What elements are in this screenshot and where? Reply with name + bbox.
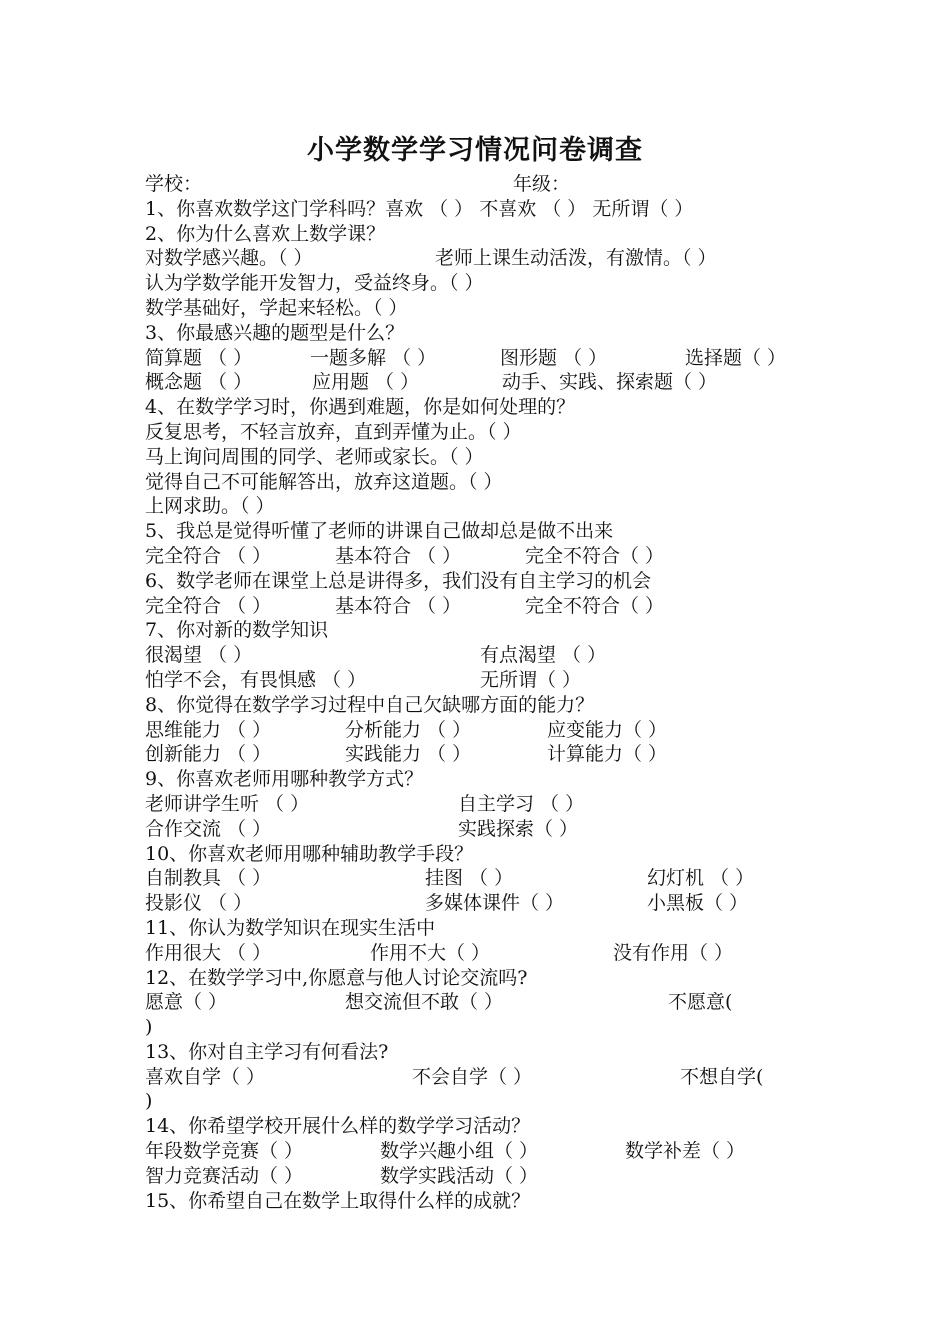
option-item[interactable]: 不愿意( (668, 991, 733, 1014)
answer-row (145, 246, 810, 271)
question-3: 3、你最感兴趣的题型是什么？ (145, 321, 405, 344)
question-15: 15、你希望自己在数学上取得什么样的成就？ (145, 1189, 531, 1212)
option-item[interactable]: 有点渴望 （ ） (480, 644, 607, 667)
option-item[interactable]: 实践探索（ ） (458, 817, 579, 840)
option-item[interactable]: 智力竞赛活动（ ） (145, 1164, 304, 1187)
option-item-continued: ) (145, 1016, 153, 1039)
option-item[interactable]: 创新能力 （ ） (145, 743, 272, 766)
answer-row (145, 817, 810, 842)
option-item[interactable]: 怕学不会，有畏惧感 （ ） (145, 668, 367, 691)
question-10: 10、你喜欢老师用哪种辅助教学手段？ (145, 842, 474, 865)
option-item[interactable]: 自主学习 （ ） (458, 792, 585, 815)
answer-row (145, 1139, 810, 1164)
option-item[interactable]: 一题多解 （ ） (310, 346, 437, 369)
option-item[interactable]: 年段数学竞赛（ ） (145, 1140, 304, 1163)
header-row (145, 172, 810, 197)
option-item[interactable]: 数学补差（ ） (625, 1140, 746, 1163)
option-item[interactable]: 老师上课生动活泼，有激情。（ ） (435, 247, 717, 270)
option-item[interactable]: 完全不符合（ ） (525, 544, 665, 567)
option-item[interactable]: 简算题 （ ） (145, 346, 253, 369)
answer-row (145, 470, 810, 495)
page-title: 小学数学学习情况问卷调查 (307, 135, 643, 166)
question-8: 8、你觉得在数学学习过程中自己欠缺哪方面的能力？ (145, 693, 595, 716)
answer-row (145, 370, 810, 395)
option-item[interactable]: 觉得自己不可能解答出，放弃这道题。（ ） (145, 470, 503, 493)
option-item[interactable]: 合作交流 （ ） (145, 817, 272, 840)
answer-row (145, 594, 810, 619)
question-4: 4、在数学学习时，你遇到难题，你是如何处理的？ (145, 396, 576, 419)
answer-row (145, 494, 810, 519)
option-item[interactable]: 小黑板（ ） (647, 892, 749, 915)
answer-row (145, 346, 810, 371)
answer-row (145, 1164, 810, 1189)
option-item[interactable]: 动手、实践、探索题（ ） (502, 371, 718, 394)
question-1: 1、你喜欢数学这门学科吗？喜欢 （ ） 不喜欢 （ ） 无所谓（ ） (145, 197, 694, 220)
option-item[interactable]: 想交流但不敢（ ） (345, 991, 504, 1014)
option-item[interactable]: 完全符合 （ ） (145, 594, 272, 617)
option-item[interactable]: 不想自学( (680, 1065, 764, 1088)
option-item[interactable]: 认为学数学能开发智力，受益终身。（ ） (145, 272, 484, 295)
option-item[interactable]: 无所谓（ ） (480, 668, 582, 691)
option-item[interactable]: 完全符合 （ ） (145, 544, 272, 567)
option-item[interactable]: 应变能力（ ） (547, 718, 668, 741)
option-item[interactable]: 上网求助。（ ） (145, 495, 275, 518)
question-5: 5、我总是觉得听懂了老师的讲课自己做却总是做不出来 (145, 520, 614, 543)
question-13: 13、你对自主学习有何看法? (145, 1040, 389, 1063)
answer-row (145, 866, 810, 891)
option-item[interactable]: 作用很大 （ ） (145, 941, 272, 964)
answer-row (145, 941, 810, 966)
question-7: 7、你对新的数学知识 (145, 619, 329, 642)
answer-row (145, 792, 810, 817)
option-item[interactable]: 没有作用（ ） (613, 941, 734, 964)
option-item[interactable]: 概念题 （ ） (145, 371, 253, 394)
answer-row (145, 544, 810, 569)
answer-row (145, 643, 810, 668)
option-item[interactable]: 幻灯机 （ ） (647, 867, 755, 890)
answer-row (145, 891, 810, 916)
questionnaire-body (145, 172, 810, 1213)
question-2: 2、你为什么喜欢上数学课？ (145, 222, 386, 245)
option-item[interactable]: 投影仪 （ ） (145, 892, 253, 915)
option-item[interactable]: 分析能力 （ ） (345, 718, 472, 741)
option-item[interactable]: 不会自学（ ） (412, 1065, 533, 1088)
option-item[interactable]: 反复思考，不轻言放弃，直到弄懂为止。（ ） (145, 420, 522, 443)
option-item[interactable]: 数学基础好，学起来轻松。（ ） (145, 296, 408, 319)
option-item[interactable]: 老师讲学生听 （ ） (145, 792, 310, 815)
school-label: 学校： (145, 173, 203, 195)
answer-row (145, 742, 810, 767)
answer-row (145, 1015, 810, 1040)
option-item[interactable]: 基本符合 （ ） (335, 594, 462, 617)
answer-row (145, 296, 810, 321)
question-9: 9、你喜欢老师用哪种教学方式？ (145, 768, 424, 791)
option-item[interactable]: 挂图 （ ） (425, 867, 514, 890)
question-11: 11、你认为数学知识在现实生活中 (145, 916, 436, 939)
option-item[interactable]: 数学兴趣小组（ ） (380, 1140, 539, 1163)
question-12: 12、在数学学习中,你愿意与他人讨论交流吗? (145, 966, 528, 989)
option-item[interactable]: 喜欢自学（ ） (145, 1065, 266, 1088)
option-item[interactable]: 作用不大（ ） (370, 941, 491, 964)
option-item[interactable]: 马上询问周围的同学、老师或家长。（ ） (145, 445, 484, 468)
option-item[interactable]: 自制教具 （ ） (145, 867, 272, 890)
grade-label: 年级： (513, 173, 571, 195)
question-6: 6、数学老师在课堂上总是讲得多，我们没有自主学习的机会 (145, 569, 652, 592)
answer-row (145, 668, 810, 693)
option-item[interactable]: 应用题 （ ） (312, 371, 420, 394)
answer-row (145, 990, 810, 1015)
option-item[interactable]: 完全不符合（ ） (525, 594, 665, 617)
option-item[interactable]: 数学实践活动（ ） (380, 1164, 539, 1187)
option-item[interactable]: 选择题（ ） (685, 346, 787, 369)
option-item[interactable]: 图形题 （ ） (500, 346, 608, 369)
option-item[interactable]: 思维能力 （ ） (145, 718, 272, 741)
option-item[interactable]: 实践能力 （ ） (345, 743, 472, 766)
answer-row (145, 420, 810, 445)
option-item-continued: ) (145, 1090, 153, 1113)
answer-row (145, 271, 810, 296)
answer-row (145, 445, 810, 470)
option-item[interactable]: 对数学感兴趣。（ ） (145, 247, 313, 270)
answer-row (145, 1089, 810, 1114)
option-item[interactable]: 很渴望 （ ） (145, 644, 253, 667)
answer-row (145, 1065, 810, 1090)
answer-row (145, 718, 810, 743)
option-item[interactable]: 愿意（ ） (145, 991, 228, 1014)
option-item[interactable]: 多媒体课件（ ） (425, 892, 565, 915)
option-item[interactable]: 基本符合 （ ） (335, 544, 462, 567)
question-14: 14、你希望学校开展什么样的数学学习活动？ (145, 1115, 531, 1138)
option-item[interactable]: 计算能力（ ） (547, 743, 668, 766)
